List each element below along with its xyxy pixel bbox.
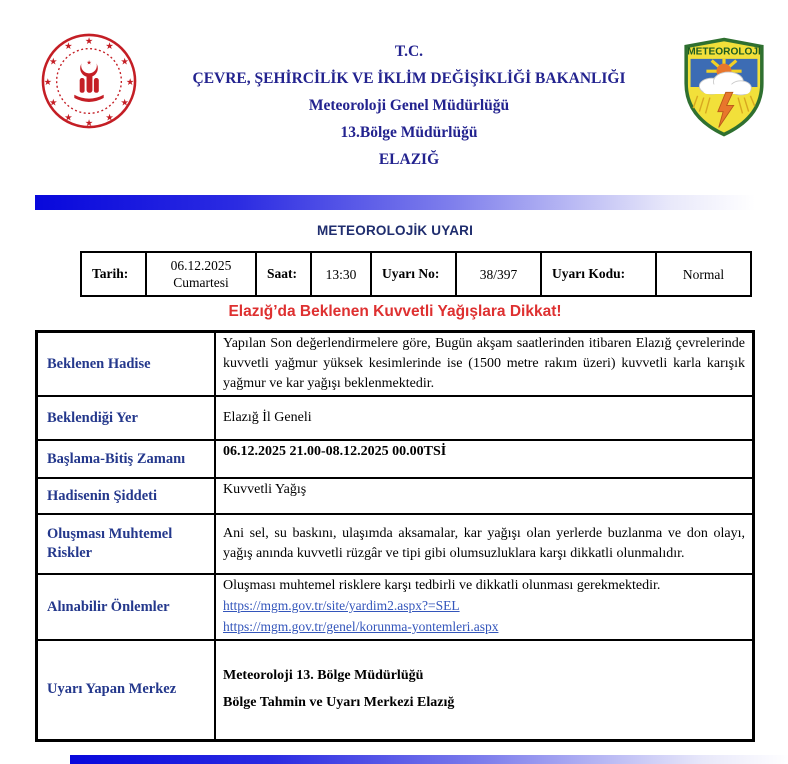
saat-value: 13:30 <box>311 252 371 296</box>
ministry-seal-icon <box>40 32 138 130</box>
svg-text:★: ★ <box>64 112 73 124</box>
row-value-hadisenin-siddeti: Kuvvetli Yağış <box>215 478 754 514</box>
header-city: ELAZIĞ <box>378 151 440 168</box>
svg-text:★: ★ <box>64 41 73 53</box>
table-row <box>37 514 754 574</box>
row-value-beklenen-hadise: Yapılan Son değerlendirmelere göre, Bugün akşam saatlerinden itibaren Elazığ çevrelerinde kuvvetli yağmur yüksek kesimlerinde ise (1500 metre rakım üzeri) kuvvetli karla karışık yağmur ve kar yağışı beklenmektedir. <box>215 332 754 397</box>
uyari-no-label: Uyarı No: <box>371 252 456 296</box>
row-value-uyari-yapan-merkez <box>215 640 754 740</box>
svg-text:★: ★ <box>84 35 94 47</box>
row-label-baslama-bitis: Başlama-Bitiş Zamanı <box>37 440 216 478</box>
mgm-help-link-2[interactable]: https://mgm.gov.tr/genel/korunma-yontemleri.aspx <box>223 619 499 634</box>
table-row <box>37 574 754 640</box>
svg-text:★: ★ <box>125 76 135 88</box>
svg-text:★: ★ <box>86 60 92 67</box>
warning-info-table <box>80 251 752 297</box>
saat-label: Saat: <box>256 252 311 296</box>
header-title-block <box>138 26 680 173</box>
table-row <box>37 396 754 440</box>
warning-detail-table <box>35 330 755 742</box>
svg-text:★: ★ <box>49 97 58 109</box>
ministry-seal-logo <box>40 32 138 130</box>
svg-text:★: ★ <box>120 56 129 68</box>
row-label-beklendigi-yer: Beklendiği Yer <box>37 396 216 440</box>
svg-text:★: ★ <box>105 112 114 124</box>
header-ministry: ÇEVRE, ŞEHİRCİLİK VE İKLİM DEĞİŞİKLİĞİ BAKANLIĞI <box>192 70 626 87</box>
uyari-kodu-value: Normal <box>656 252 751 296</box>
svg-text:★: ★ <box>43 76 53 88</box>
uyari-kodu-label: Uyarı Kodu: <box>541 252 656 296</box>
svg-text:★: ★ <box>84 118 94 130</box>
row-label-uyari-yapan-merkez: Uyarı Yapan Merkez <box>37 640 216 740</box>
document-header <box>0 0 788 173</box>
tarih-date: 06.12.2025 <box>170 258 232 273</box>
top-divider-bar <box>35 195 755 210</box>
row-value-baslama-bitis: 06.12.2025 21.00-08.12.2025 00.00TSİ <box>215 440 754 478</box>
table-row <box>37 478 754 514</box>
page-title: METEOROLOJİK UYARI <box>316 223 474 238</box>
meteoroloji-shield-icon <box>680 36 768 138</box>
row-value-alinabilir-onlemler <box>215 574 754 640</box>
svg-text:★: ★ <box>105 41 114 53</box>
header-region: 13.Bölge Müdürlüğü <box>340 124 478 141</box>
uyari-no-value: 38/397 <box>456 252 541 296</box>
tarih-day: Cumartesi <box>173 275 229 290</box>
svg-text:★: ★ <box>120 97 129 109</box>
row-label-alinabilir-onlemler: Alınabilir Önlemler <box>37 574 216 640</box>
row-label-hadisenin-siddeti: Hadisenin Şiddeti <box>37 478 216 514</box>
issuing-center-line2: Bölge Tahmin ve Uyarı Merkezi Elazığ <box>223 695 455 711</box>
bottom-divider-bar <box>70 755 788 764</box>
meteoroloji-logo <box>680 36 768 138</box>
row-value-beklendigi-yer: Elazığ İl Geneli <box>215 396 754 440</box>
mgm-help-link-1[interactable]: https://mgm.gov.tr/site/yardim2.aspx?=SEL <box>223 598 460 613</box>
row-label-olusmasi-muhtemel-riskler: Oluşması Muhtemel Riskler <box>37 514 216 574</box>
header-directorate: Meteoroloji Genel Müdürlüğü <box>308 97 510 114</box>
svg-text:★: ★ <box>49 56 58 68</box>
tarih-value <box>146 252 256 296</box>
tarih-label: Tarih: <box>81 252 146 296</box>
onlemler-text: Oluşması muhtemel risklere karşı tedbirli ve dikkatli olunması gerekmektedir. <box>223 578 661 593</box>
table-row <box>37 640 754 740</box>
issuing-center-line1: Meteoroloji 13. Bölge Müdürlüğü <box>223 668 424 684</box>
table-row <box>37 440 754 478</box>
warning-headline: Elazığ’da Beklenen Kuvvetli Yağışlara Dikkat! <box>228 303 562 320</box>
row-label-beklenen-hadise: Beklenen Hadise <box>37 332 216 397</box>
meteoroloji-logo-text: METEOROLOJİ <box>687 46 761 58</box>
table-row <box>37 332 754 397</box>
header-tc: T.C. <box>394 43 424 60</box>
row-value-olusmasi-muhtemel-riskler: Ani sel, su baskını, ulaşımda aksamalar, kar yağışı olan yerlerde buzlanma ve don olayı, yağış anında kuvvetli rüzgâr ve tipi gibi olumsuzluklara karşı dikkatli olunmalıdır. <box>215 514 754 574</box>
